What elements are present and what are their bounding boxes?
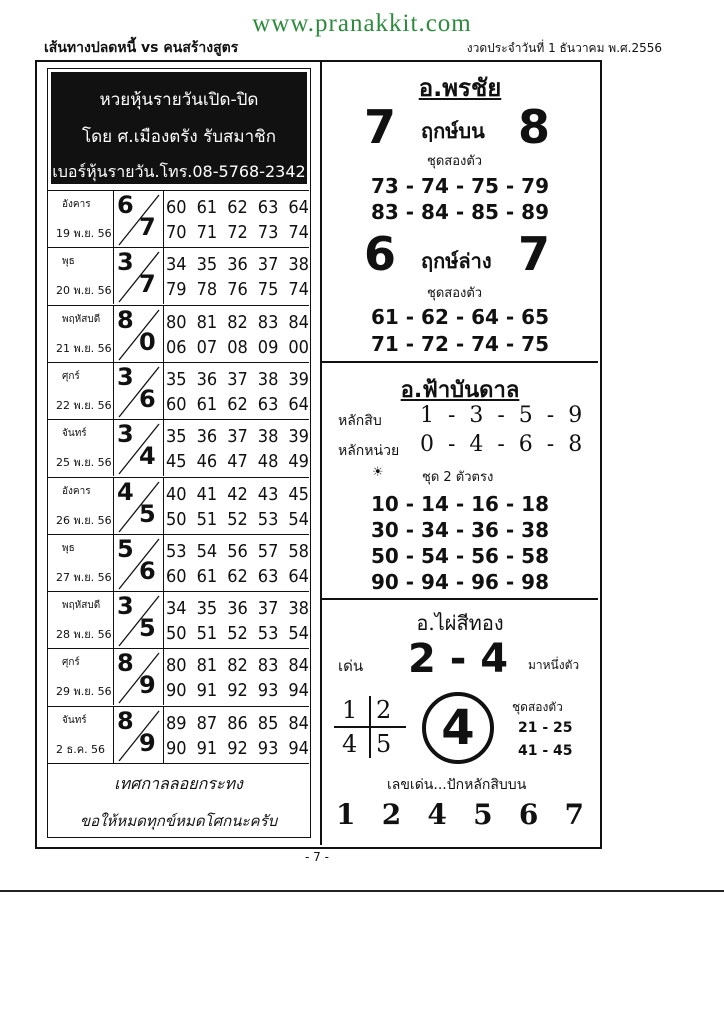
numbers-bottom bbox=[166, 738, 309, 759]
digit-cell bbox=[113, 420, 164, 476]
section3-digit-row bbox=[336, 798, 584, 831]
digit-cell bbox=[113, 649, 164, 705]
table-title-line3: เบอร์หุ้นรายวัน.โทร.08-5768-2342 bbox=[52, 162, 306, 181]
day-cell bbox=[48, 478, 114, 534]
numbers-bottom bbox=[166, 222, 309, 243]
section-divider-2 bbox=[322, 598, 598, 600]
section1-line4: 71 - 72 - 74 - 75 bbox=[370, 332, 549, 356]
table-row bbox=[48, 362, 309, 419]
section3-set1: 21 - 25 bbox=[518, 720, 573, 736]
day-name: จันทร์ bbox=[62, 428, 87, 440]
number-cell: 54 bbox=[288, 623, 309, 645]
number-cell: 64 bbox=[288, 197, 309, 218]
section2-tens: 1 - 3 - 5 - 9 bbox=[420, 403, 583, 428]
digit-top: 4 bbox=[117, 477, 134, 506]
day-cell bbox=[48, 248, 114, 304]
section2-small-icon: ☀ bbox=[372, 465, 384, 480]
number-cell: 49 bbox=[288, 451, 309, 473]
number-cell: 47 bbox=[227, 451, 248, 473]
featured-digit: 1 bbox=[336, 798, 356, 831]
number-cell: 58 bbox=[288, 540, 309, 562]
number-cell: 53 bbox=[257, 508, 279, 530]
number-cell: 80 bbox=[166, 311, 187, 333]
numbers-top bbox=[166, 426, 309, 447]
number-cell: 51 bbox=[196, 508, 218, 530]
section2-tens-label: หลักสิบ bbox=[338, 413, 382, 429]
section1-line3: 61 - 62 - 64 - 65 bbox=[370, 305, 549, 329]
digit-bottom: 5 bbox=[139, 499, 156, 528]
page-number: - 7 - bbox=[305, 850, 329, 864]
numbers-bottom bbox=[166, 394, 309, 415]
number-cell: 37 bbox=[227, 426, 248, 448]
digit-top: 8 bbox=[117, 706, 134, 735]
featured-digit: 6 bbox=[518, 798, 539, 831]
section3-set-label: ชุดสองตัว bbox=[512, 700, 563, 714]
day-name: พุธ bbox=[62, 256, 75, 268]
digit-bottom: 7 bbox=[139, 270, 156, 299]
digit-top: 3 bbox=[117, 248, 134, 277]
grid-cell-1: 1 bbox=[342, 696, 358, 724]
number-cell: 81 bbox=[196, 311, 218, 333]
day-name: อังคาร bbox=[62, 485, 91, 497]
table-row bbox=[48, 477, 309, 534]
number-cell: 83 bbox=[257, 311, 279, 333]
number-cell: 00 bbox=[288, 336, 309, 358]
number-cell: 62 bbox=[227, 393, 248, 415]
day-cell bbox=[48, 535, 114, 591]
number-cell: 52 bbox=[227, 508, 248, 530]
digit-bottom: 0 bbox=[139, 327, 156, 356]
number-cell: 53 bbox=[166, 540, 187, 562]
digit-cell bbox=[113, 592, 164, 648]
section1-set-label2: ชุดสองตัว bbox=[427, 286, 483, 301]
digit-cell bbox=[113, 363, 164, 419]
day-date: 26 พ.ย. 56 bbox=[56, 513, 112, 527]
number-cell: 41 bbox=[196, 483, 218, 505]
section1-upper-right: 8 bbox=[518, 100, 551, 154]
number-cell: 94 bbox=[288, 680, 309, 702]
day-cell bbox=[48, 420, 114, 476]
digit-cell bbox=[113, 707, 164, 763]
digit-top: 5 bbox=[117, 534, 134, 563]
number-cell: 48 bbox=[257, 451, 279, 473]
number-cell: 75 bbox=[257, 279, 279, 301]
numbers-bottom bbox=[166, 623, 309, 644]
number-cell: 35 bbox=[166, 368, 187, 390]
day-date: 28 พ.ย. 56 bbox=[56, 628, 112, 642]
circle-digit: 4 bbox=[441, 700, 475, 756]
numbers-bottom bbox=[166, 279, 309, 300]
number-cell: 50 bbox=[166, 623, 187, 645]
number-cell: 62 bbox=[227, 565, 248, 587]
number-cell: 83 bbox=[257, 655, 279, 677]
section3-circle bbox=[422, 692, 494, 764]
digit-cell bbox=[113, 478, 164, 534]
number-cell: 36 bbox=[227, 598, 248, 620]
number-cell: 38 bbox=[288, 598, 309, 620]
number-cell: 74 bbox=[288, 279, 309, 301]
digit-top: 3 bbox=[117, 420, 134, 449]
grid-cell-3: 4 bbox=[342, 730, 358, 758]
number-cell: 79 bbox=[166, 279, 187, 301]
numbers-top bbox=[166, 369, 309, 390]
number-cell: 35 bbox=[166, 426, 187, 448]
number-cell: 51 bbox=[196, 623, 218, 645]
section3-title: อ.ไผ่สีทอง bbox=[416, 611, 504, 635]
number-cell: 89 bbox=[166, 712, 187, 734]
day-date: 19 พ.ย. 56 bbox=[56, 227, 112, 240]
digit-top: 8 bbox=[117, 305, 134, 334]
day-cell bbox=[48, 592, 114, 648]
numbers-top bbox=[166, 655, 309, 676]
section-divider-1 bbox=[322, 361, 598, 363]
section3-tens-note: เลขเด่น...ปักหลักสิบบน bbox=[387, 777, 527, 793]
number-cell: 78 bbox=[196, 279, 218, 301]
number-cell: 91 bbox=[196, 737, 218, 759]
table-row bbox=[48, 190, 309, 247]
number-cell: 64 bbox=[288, 565, 309, 587]
number-cell: 45 bbox=[166, 451, 187, 473]
number-cell: 82 bbox=[227, 655, 248, 677]
table-footer bbox=[48, 763, 309, 838]
table-row bbox=[48, 534, 309, 591]
header-left: เส้นทางปลดหนี้ vs คนสร้างสูตร bbox=[44, 40, 239, 56]
section2-set-label: ชุด 2 ตัวตรง bbox=[422, 470, 494, 485]
numbers-top bbox=[166, 713, 309, 734]
day-cell bbox=[48, 363, 114, 419]
number-cell: 38 bbox=[257, 426, 279, 448]
table-row bbox=[48, 247, 309, 304]
number-cell: 90 bbox=[166, 680, 187, 702]
section1-set-label1: ชุดสองตัว bbox=[427, 154, 483, 169]
featured-digit: 7 bbox=[564, 798, 584, 831]
digit-top: 8 bbox=[117, 649, 134, 678]
day-date: 21 พ.ย. 56 bbox=[56, 341, 112, 355]
numbers-top bbox=[166, 254, 309, 275]
digit-cell bbox=[113, 535, 164, 591]
table-row bbox=[48, 648, 309, 705]
number-cell: 62 bbox=[227, 197, 248, 218]
section1-lower-right: 7 bbox=[518, 227, 551, 281]
number-cell: 37 bbox=[227, 368, 248, 390]
number-cell: 86 bbox=[227, 712, 248, 734]
number-cell: 81 bbox=[196, 655, 218, 677]
section2-line3: 50 - 54 - 56 - 58 bbox=[370, 544, 549, 568]
number-cell: 70 bbox=[166, 222, 187, 243]
day-cell bbox=[48, 649, 114, 705]
digit-bottom: 9 bbox=[139, 728, 156, 757]
day-date: 2 ธ.ค. 56 bbox=[56, 742, 106, 756]
table-row bbox=[48, 305, 309, 362]
digit-cell bbox=[113, 306, 164, 362]
digit-cell bbox=[113, 248, 164, 304]
number-cell: 63 bbox=[257, 393, 279, 415]
day-name: ศุกร์ bbox=[62, 370, 80, 382]
section3-grid bbox=[334, 694, 406, 760]
numbers-top bbox=[166, 541, 309, 562]
stock-lottery-table bbox=[47, 68, 311, 838]
digit-bottom: 9 bbox=[139, 671, 156, 700]
number-cell: 08 bbox=[227, 336, 248, 358]
number-cell: 06 bbox=[166, 336, 187, 358]
scan-edge-line bbox=[0, 890, 724, 892]
number-cell: 93 bbox=[257, 737, 279, 759]
numbers-bottom bbox=[166, 509, 309, 530]
numbers-bottom bbox=[166, 566, 309, 587]
numbers-bottom bbox=[166, 337, 309, 358]
number-cell: 54 bbox=[196, 540, 218, 562]
section2-line4: 90 - 94 - 96 - 98 bbox=[370, 570, 549, 594]
table-title-line1: หวยหุ้นรายวันเปิด-ปิด bbox=[99, 90, 259, 110]
number-cell: 38 bbox=[288, 254, 309, 276]
number-cell: 46 bbox=[196, 451, 218, 473]
digit-bottom: 4 bbox=[139, 442, 156, 471]
day-name: จันทร์ bbox=[62, 714, 87, 726]
number-cell: 84 bbox=[288, 655, 309, 677]
number-cell: 45 bbox=[288, 483, 309, 505]
section1-line2: 83 - 84 - 85 - 89 bbox=[370, 200, 549, 224]
digit-bottom: 5 bbox=[139, 614, 156, 643]
day-name: ศุกร์ bbox=[62, 657, 80, 669]
digit-bottom: 7 bbox=[139, 213, 156, 241]
number-cell: 36 bbox=[196, 368, 218, 390]
number-cell: 37 bbox=[257, 254, 279, 276]
number-cell: 73 bbox=[257, 222, 279, 243]
number-cell: 09 bbox=[257, 336, 279, 358]
section2-units: 0 - 4 - 6 - 8 bbox=[420, 432, 583, 457]
number-cell: 72 bbox=[227, 222, 248, 243]
table-row bbox=[48, 419, 309, 476]
number-cell: 92 bbox=[227, 737, 248, 759]
day-cell bbox=[48, 707, 114, 763]
grid-cell-2: 2 bbox=[376, 696, 392, 724]
number-cell: 40 bbox=[166, 483, 187, 505]
section3-feature: 2 - 4 bbox=[408, 636, 509, 682]
number-cell: 84 bbox=[288, 712, 309, 734]
number-cell: 63 bbox=[257, 197, 279, 218]
section3-feature-note: มาหนึ่งตัว bbox=[528, 658, 580, 672]
table-title-box bbox=[51, 72, 307, 184]
number-cell: 91 bbox=[196, 680, 218, 702]
header-right: งวดประจำวันที่ 1 ธันวาคม พ.ศ.2556 bbox=[466, 41, 662, 55]
number-cell: 36 bbox=[227, 254, 248, 276]
numbers-bottom bbox=[166, 451, 309, 472]
number-cell: 34 bbox=[166, 598, 187, 620]
number-cell: 63 bbox=[257, 565, 279, 587]
numbers-top bbox=[166, 598, 309, 619]
number-cell: 60 bbox=[166, 393, 187, 415]
grid-cell-4: 5 bbox=[376, 730, 392, 758]
section1-upper-label: ฤกษ์บน bbox=[421, 119, 485, 143]
number-cell: 84 bbox=[288, 311, 309, 333]
day-name: พฤหัสบดี bbox=[62, 313, 101, 325]
number-cell: 43 bbox=[257, 483, 279, 505]
table-row bbox=[48, 591, 309, 648]
number-cell: 53 bbox=[257, 623, 279, 645]
number-cell: 50 bbox=[166, 508, 187, 530]
section2-line1: 10 - 14 - 16 - 18 bbox=[370, 492, 549, 516]
day-name: อังคาร bbox=[62, 199, 91, 210]
day-cell bbox=[48, 306, 114, 362]
number-cell: 85 bbox=[257, 712, 279, 734]
featured-digit: 2 bbox=[381, 798, 402, 831]
number-cell: 54 bbox=[288, 508, 309, 530]
table-title-line2: โดย ศ.เมืองตรัง รับสมาชิก bbox=[81, 127, 276, 147]
number-cell: 42 bbox=[227, 483, 248, 505]
number-cell: 76 bbox=[227, 279, 248, 301]
number-cell: 61 bbox=[196, 393, 218, 415]
number-cell: 36 bbox=[196, 426, 218, 448]
footer-line1: เทศกาลลอยกระทง bbox=[114, 774, 243, 793]
digit-bottom: 6 bbox=[139, 556, 156, 585]
number-cell: 80 bbox=[166, 655, 187, 677]
digit-bottom: 6 bbox=[139, 384, 156, 413]
footer-line2: ขอให้หมดทุกข์หมดโศกนะครับ bbox=[79, 812, 278, 830]
day-date: 29 พ.ย. 56 bbox=[56, 685, 112, 699]
section3-set2: 41 - 45 bbox=[518, 743, 573, 759]
number-cell: 60 bbox=[166, 565, 187, 587]
number-cell: 92 bbox=[227, 680, 248, 702]
day-date: 22 พ.ย. 56 bbox=[56, 398, 112, 412]
day-date: 20 พ.ย. 56 bbox=[56, 284, 112, 298]
day-cell bbox=[48, 191, 114, 247]
number-cell: 38 bbox=[257, 368, 279, 390]
number-cell: 82 bbox=[227, 311, 248, 333]
day-date: 27 พ.ย. 56 bbox=[56, 570, 112, 584]
digit-top: 3 bbox=[117, 362, 134, 391]
number-cell: 64 bbox=[288, 393, 309, 415]
number-cell: 34 bbox=[166, 254, 187, 276]
number-cell: 87 bbox=[196, 712, 218, 734]
number-cell: 07 bbox=[196, 336, 218, 358]
section2-title: อ.ฟ้าบันดาล bbox=[400, 378, 520, 403]
digit-top: 3 bbox=[117, 592, 134, 621]
day-name: พุธ bbox=[62, 542, 75, 554]
section2-units-label: หลักหน่วย bbox=[338, 443, 400, 459]
digit-top: 6 bbox=[117, 191, 134, 219]
numbers-bottom bbox=[166, 680, 309, 701]
section1-upper-left: 7 bbox=[364, 100, 397, 154]
number-cell: 37 bbox=[257, 598, 279, 620]
section1-lower-label: ฤกษ์ล่าง bbox=[421, 249, 492, 273]
number-cell: 39 bbox=[288, 368, 309, 390]
numbers-top bbox=[166, 312, 309, 333]
number-cell: 39 bbox=[288, 426, 309, 448]
number-cell: 93 bbox=[257, 680, 279, 702]
day-name: พฤหัสบดี bbox=[62, 600, 101, 612]
number-cell: 35 bbox=[196, 598, 218, 620]
section1-line1: 73 - 74 - 75 - 79 bbox=[370, 174, 549, 198]
day-date: 25 พ.ย. 56 bbox=[56, 456, 112, 470]
number-cell: 61 bbox=[196, 565, 218, 587]
number-cell: 56 bbox=[227, 540, 248, 562]
section2-line2: 30 - 34 - 36 - 38 bbox=[370, 518, 549, 542]
number-cell: 74 bbox=[288, 222, 309, 243]
section1-title: อ.พรชัย bbox=[418, 74, 502, 102]
section1-lower-left: 6 bbox=[364, 227, 397, 281]
number-cell: 52 bbox=[227, 623, 248, 645]
featured-digit: 4 bbox=[427, 798, 447, 831]
number-cell: 35 bbox=[196, 254, 218, 276]
numbers-top bbox=[166, 484, 309, 505]
number-cell: 60 bbox=[166, 197, 187, 218]
table-row bbox=[48, 706, 309, 763]
number-cell: 94 bbox=[288, 737, 309, 759]
numbers-top bbox=[166, 197, 309, 218]
section3-feature-label: เด่น bbox=[338, 657, 364, 675]
featured-digit: 5 bbox=[473, 798, 493, 831]
number-cell: 57 bbox=[257, 540, 279, 562]
number-cell: 71 bbox=[196, 222, 218, 243]
digit-cell bbox=[113, 191, 164, 247]
number-cell: 90 bbox=[166, 737, 187, 759]
number-cell: 61 bbox=[196, 197, 218, 218]
watermark: www.pranakkit.com bbox=[252, 10, 472, 37]
